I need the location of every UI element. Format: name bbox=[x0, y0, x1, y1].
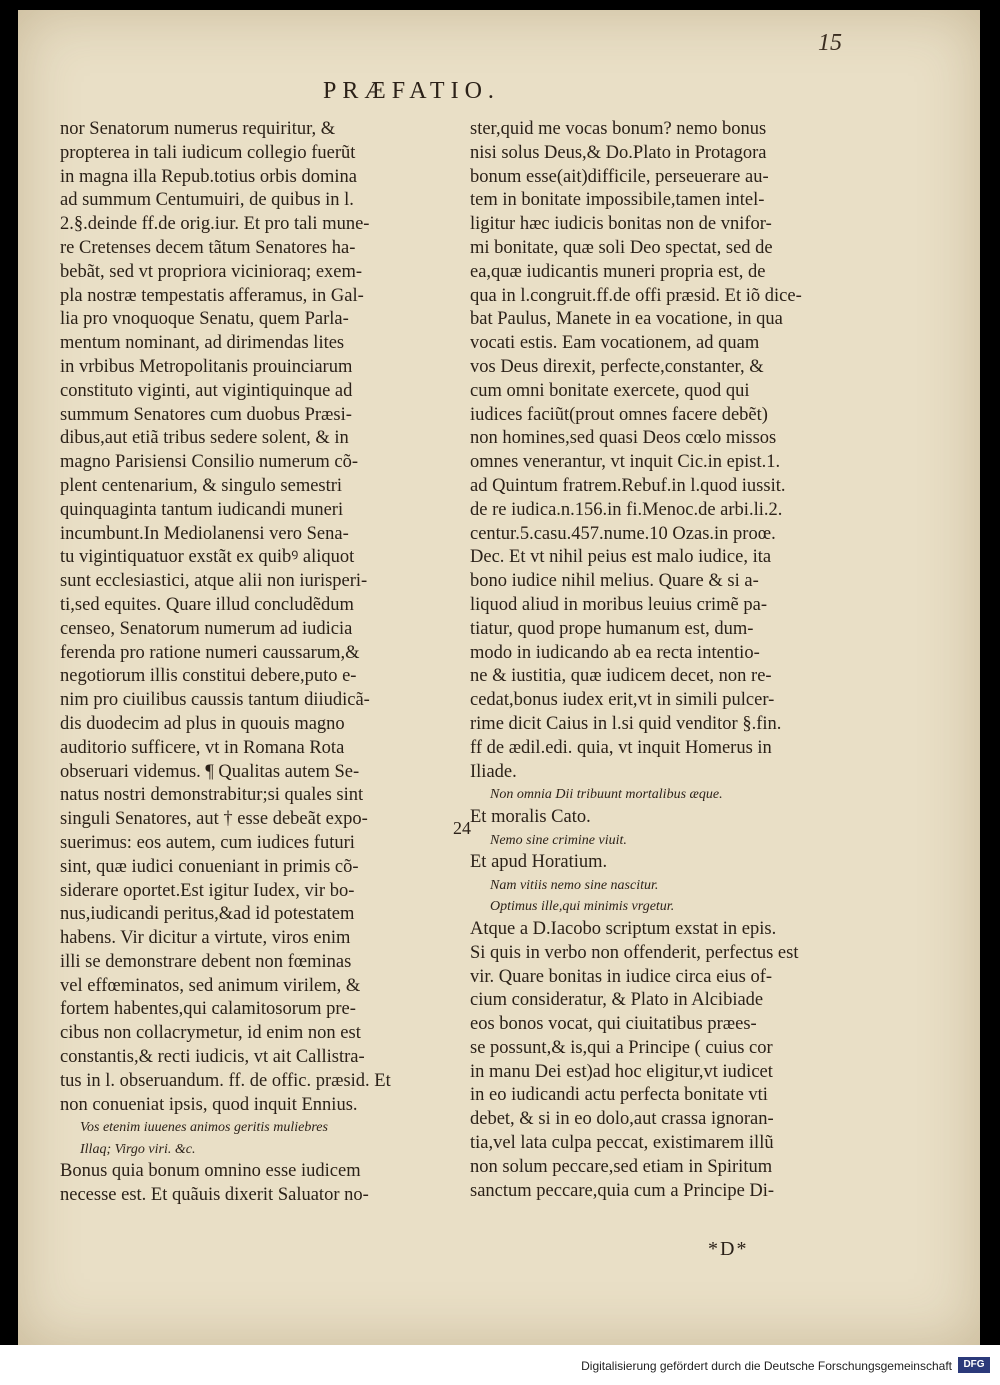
text-line: censeo, Senatorum numerum ad iudicia bbox=[60, 618, 353, 639]
text-line: lia pro vnoquoque Senatu, quem Parla- bbox=[60, 309, 349, 330]
text-line: Si quis in verbo non offenderit, perfectus est bbox=[470, 942, 799, 963]
marginal-number: 24 bbox=[453, 818, 471, 838]
text-line: bonum esse(ait)difficile, perseuerare au- bbox=[470, 166, 769, 187]
footer-bar bbox=[0, 1345, 1000, 1385]
text-line: necesse est. Et quãuis dixerit Saluator no- bbox=[60, 1185, 369, 1206]
text-line: incumbunt.In Mediolanensi vero Sena- bbox=[60, 523, 349, 544]
text-line: re Cretenses decem tãtum Senatores ha- bbox=[60, 237, 356, 258]
text-line: mentum nominant, ad dirimendas lites bbox=[60, 333, 345, 354]
text-line: constituto viginti, aut vigintiquinque ad bbox=[60, 380, 353, 401]
text-line: sunt ecclesiastici, atque alii non iurisperi- bbox=[60, 571, 368, 592]
text-line: vel effœminatos, sed animum virilem, & bbox=[60, 975, 361, 996]
text-line: ferenda pro ratione numeri caussarum,& bbox=[60, 642, 360, 663]
text-line: constantis,& recti iudicis, vt ait Callistra- bbox=[60, 1047, 365, 1068]
text-line: Vos etenim iuuenes animos geritis muliebres bbox=[80, 1120, 328, 1136]
text-line: ster,quid me vocas bonum? nemo bonus bbox=[470, 119, 767, 139]
text-line: in manu Dei est)ad hoc eligitur,vt iudicet bbox=[470, 1061, 773, 1082]
text-line: in eo iudicandi actu perfecta bonitate vti bbox=[470, 1085, 768, 1106]
text-line: Non omnia Dii tribuunt mortalibus æque. bbox=[490, 787, 723, 803]
text-line: vos Deus direxit, perfecte,constanter, & bbox=[470, 356, 764, 377]
text-line: tu vigintiquatuor exstãt ex quibꝰ aliquot bbox=[60, 547, 355, 568]
text-line: natus nostri demonstrabitur;si quales sint bbox=[60, 785, 364, 806]
text-line: magno Parisiensi Consilio numerum cõ- bbox=[60, 452, 359, 473]
text-line: centur.5.casu.457.nume.10 Ozas.in proœ. bbox=[470, 523, 776, 544]
text-line: quinquaginta tantum iudicandi muneri bbox=[60, 499, 344, 520]
text-line: cium consideratur, & Plato in Alcibiade bbox=[470, 990, 764, 1011]
text-line: dis duodecim ad plus in quouis magno bbox=[60, 713, 345, 734]
text-line: Optimus ille,qui minimis vrgetur. bbox=[490, 899, 675, 915]
text-line: ad summum Centumuiri, de quibus in l. bbox=[60, 190, 354, 211]
text-line: tia,vel lata culpa peccat, existimarem illũ bbox=[470, 1133, 774, 1154]
text-line: liquod aliud in moribus leuius crimẽ pa- bbox=[470, 594, 767, 615]
text-line: cum omni bonitate exercete, quod qui bbox=[470, 380, 750, 401]
text-line: ff de ædil.edi. quia, vt inquit Homerus in bbox=[470, 737, 772, 758]
text-line: ad Quintum fratrem.Rebuf.in l.quod iussit. bbox=[470, 475, 786, 496]
text-line: cibus non collacrymetur, id enim non est bbox=[60, 1023, 361, 1044]
text-line: auditorio sufficere, vt in Romana Rota bbox=[60, 737, 345, 758]
text-line: qua in l.congruit.ff.de offi præsid. Et iõ dice- bbox=[470, 285, 802, 306]
book-page bbox=[18, 10, 980, 1345]
text-line: Iliade. bbox=[470, 761, 517, 782]
text-line: non homines,sed quasi Deos cœlo missos bbox=[470, 428, 777, 449]
text-line: nus,iudicandi peritus,&ad id potestatem bbox=[60, 904, 355, 925]
text-line: habens. Vir dicitur a virtute, viros enim bbox=[60, 928, 351, 949]
text-line: bebãt, sed vt propriora vicinioraq; exem- bbox=[60, 261, 363, 282]
text-line: obseruari videmus. ¶ Qualitas autem Se- bbox=[60, 761, 360, 782]
text-line: vocati estis. Eam vocationem, ad quam bbox=[470, 333, 760, 354]
text-line: Bonus quia bonum omnino esse iudicem bbox=[60, 1161, 361, 1182]
text-line: nisi solus Deus,& Do.Plato in Protagora bbox=[470, 142, 767, 163]
text-line: se possunt,& is,qui a Principe ( cuius cor bbox=[470, 1037, 773, 1058]
text-line: omnes venerantur, vt inquit Cic.in epist.1. bbox=[470, 452, 781, 473]
text-line: vir. Quare bonitas in iudice circa eius of- bbox=[470, 966, 773, 987]
text-line: bono iudice nihil melius. Quare & si a- bbox=[470, 571, 759, 592]
text-line: ne & iustitia, quæ iudicem decet, non re- bbox=[470, 666, 772, 687]
text-line: de re iudica.n.156.in fi.Menoc.de arbi.li.2. bbox=[470, 499, 783, 520]
text-line: summum Senatores cum duobus Præsi- bbox=[60, 404, 352, 425]
text-line: Illaq; Virgo viri. &c. bbox=[80, 1141, 196, 1157]
text-line: rime dicit Caius in l.si quid venditor §.fin. bbox=[470, 713, 782, 734]
text-line: siderare oportet.Est igitur Iudex, vir bo- bbox=[60, 880, 355, 901]
text-line: Dec. Et vt nihil peius est malo iudice, ita bbox=[470, 547, 772, 568]
running-head: PRÆFATIO. bbox=[323, 78, 500, 104]
text-line: plent centenarium, & singulo semestri bbox=[60, 475, 343, 496]
text-line: ligitur hæc iudicis bonitas non de vnifor- bbox=[470, 214, 772, 235]
text-line: Nemo sine crimine viuit. bbox=[490, 832, 627, 848]
text-line: tem in bonitate impossibile,tamen intel- bbox=[470, 190, 765, 211]
text-line: in magna illa Repub.totius orbis domina bbox=[60, 166, 357, 187]
text-line: ti,sed equites. Quare illud concludẽdum bbox=[60, 594, 354, 615]
text-line: pla nostræ tempestatis afferamus, in Gal- bbox=[60, 285, 364, 306]
text-line: mi bonitate, quæ soli Deo spectat, sed de bbox=[470, 237, 773, 258]
left-column bbox=[60, 118, 450, 1208]
text-line: modo in iudicando ab ea recta intentio- bbox=[470, 642, 760, 663]
catchword: *D* bbox=[708, 1238, 749, 1260]
text-line: illi se demonstrare debent non fœminas bbox=[60, 951, 352, 972]
text-line: cedat,bonus iudex erit,vt in simili pulcer- bbox=[470, 690, 775, 711]
text-line: non conueniat ipsis, quod inquit Ennius. bbox=[60, 1094, 358, 1115]
text-line: non solum peccare,sed etiam in Spiritum bbox=[470, 1156, 773, 1177]
text-line: sint, quæ iudici conueniant in primis cõ- bbox=[60, 856, 359, 877]
text-line: in vrbibus Metropolitanis prouinciarum bbox=[60, 356, 353, 377]
right-column bbox=[470, 118, 840, 1203]
text-line: iudices faciũt(prout omnes facere debẽt) bbox=[470, 404, 768, 425]
text-line: fortem habentes,qui calamitosorum pre- bbox=[60, 999, 356, 1020]
text-line: Et moralis Cato. bbox=[470, 806, 591, 827]
text-line: propterea in tali iudicum collegio fuerũt bbox=[60, 142, 356, 163]
text-line: suerimus: eos autem, cum iudices futuri bbox=[60, 832, 355, 853]
text-line: nim pro ciuilibus caussis tantum diiudicã- bbox=[60, 690, 370, 711]
text-line: eos bonos vocat, qui ciuitatibus præes- bbox=[470, 1014, 757, 1035]
funding-note: Digitalisierung gefördert durch die Deutsche Forschungsgemeinschaft bbox=[581, 1359, 952, 1373]
text-line: Nam vitiis nemo sine nascitur. bbox=[490, 877, 659, 893]
text-line: Atque a D.Iacobo scriptum exstat in epis. bbox=[470, 918, 777, 939]
folio-number: 15 bbox=[818, 30, 842, 56]
text-line: tiatur, quod prope humanum est, dum- bbox=[470, 618, 754, 639]
text-line: sanctum peccare,quia cum a Principe Di- bbox=[470, 1180, 775, 1201]
text-line: 2.§.deinde ff.de orig.iur. Et pro tali mune- bbox=[60, 214, 370, 235]
text-line: singuli Senatores, aut † esse debeãt expo- bbox=[60, 809, 368, 830]
text-line: debet, & si in eo dolo,aut crassa ignoran- bbox=[470, 1109, 774, 1130]
text-line: ea,quæ iudicantis muneri propria est, de bbox=[470, 261, 766, 282]
text-line: negotiorum illis constitui debere,puto e- bbox=[60, 666, 357, 687]
text-line: Et apud Horatium. bbox=[470, 852, 608, 873]
dfg-logo-icon: DFG bbox=[958, 1357, 990, 1373]
text-line: bat Paulus, Manete in ea vocatione, in qua bbox=[470, 309, 783, 330]
text-line: nor Senatorum numerus requiritur, & bbox=[60, 119, 336, 139]
text-line: tus in l. obseruandum. ff. de offic. præsid. Et bbox=[60, 1070, 391, 1091]
text-line: dibus,aut etiã tribus sedere solent, & in bbox=[60, 428, 349, 449]
